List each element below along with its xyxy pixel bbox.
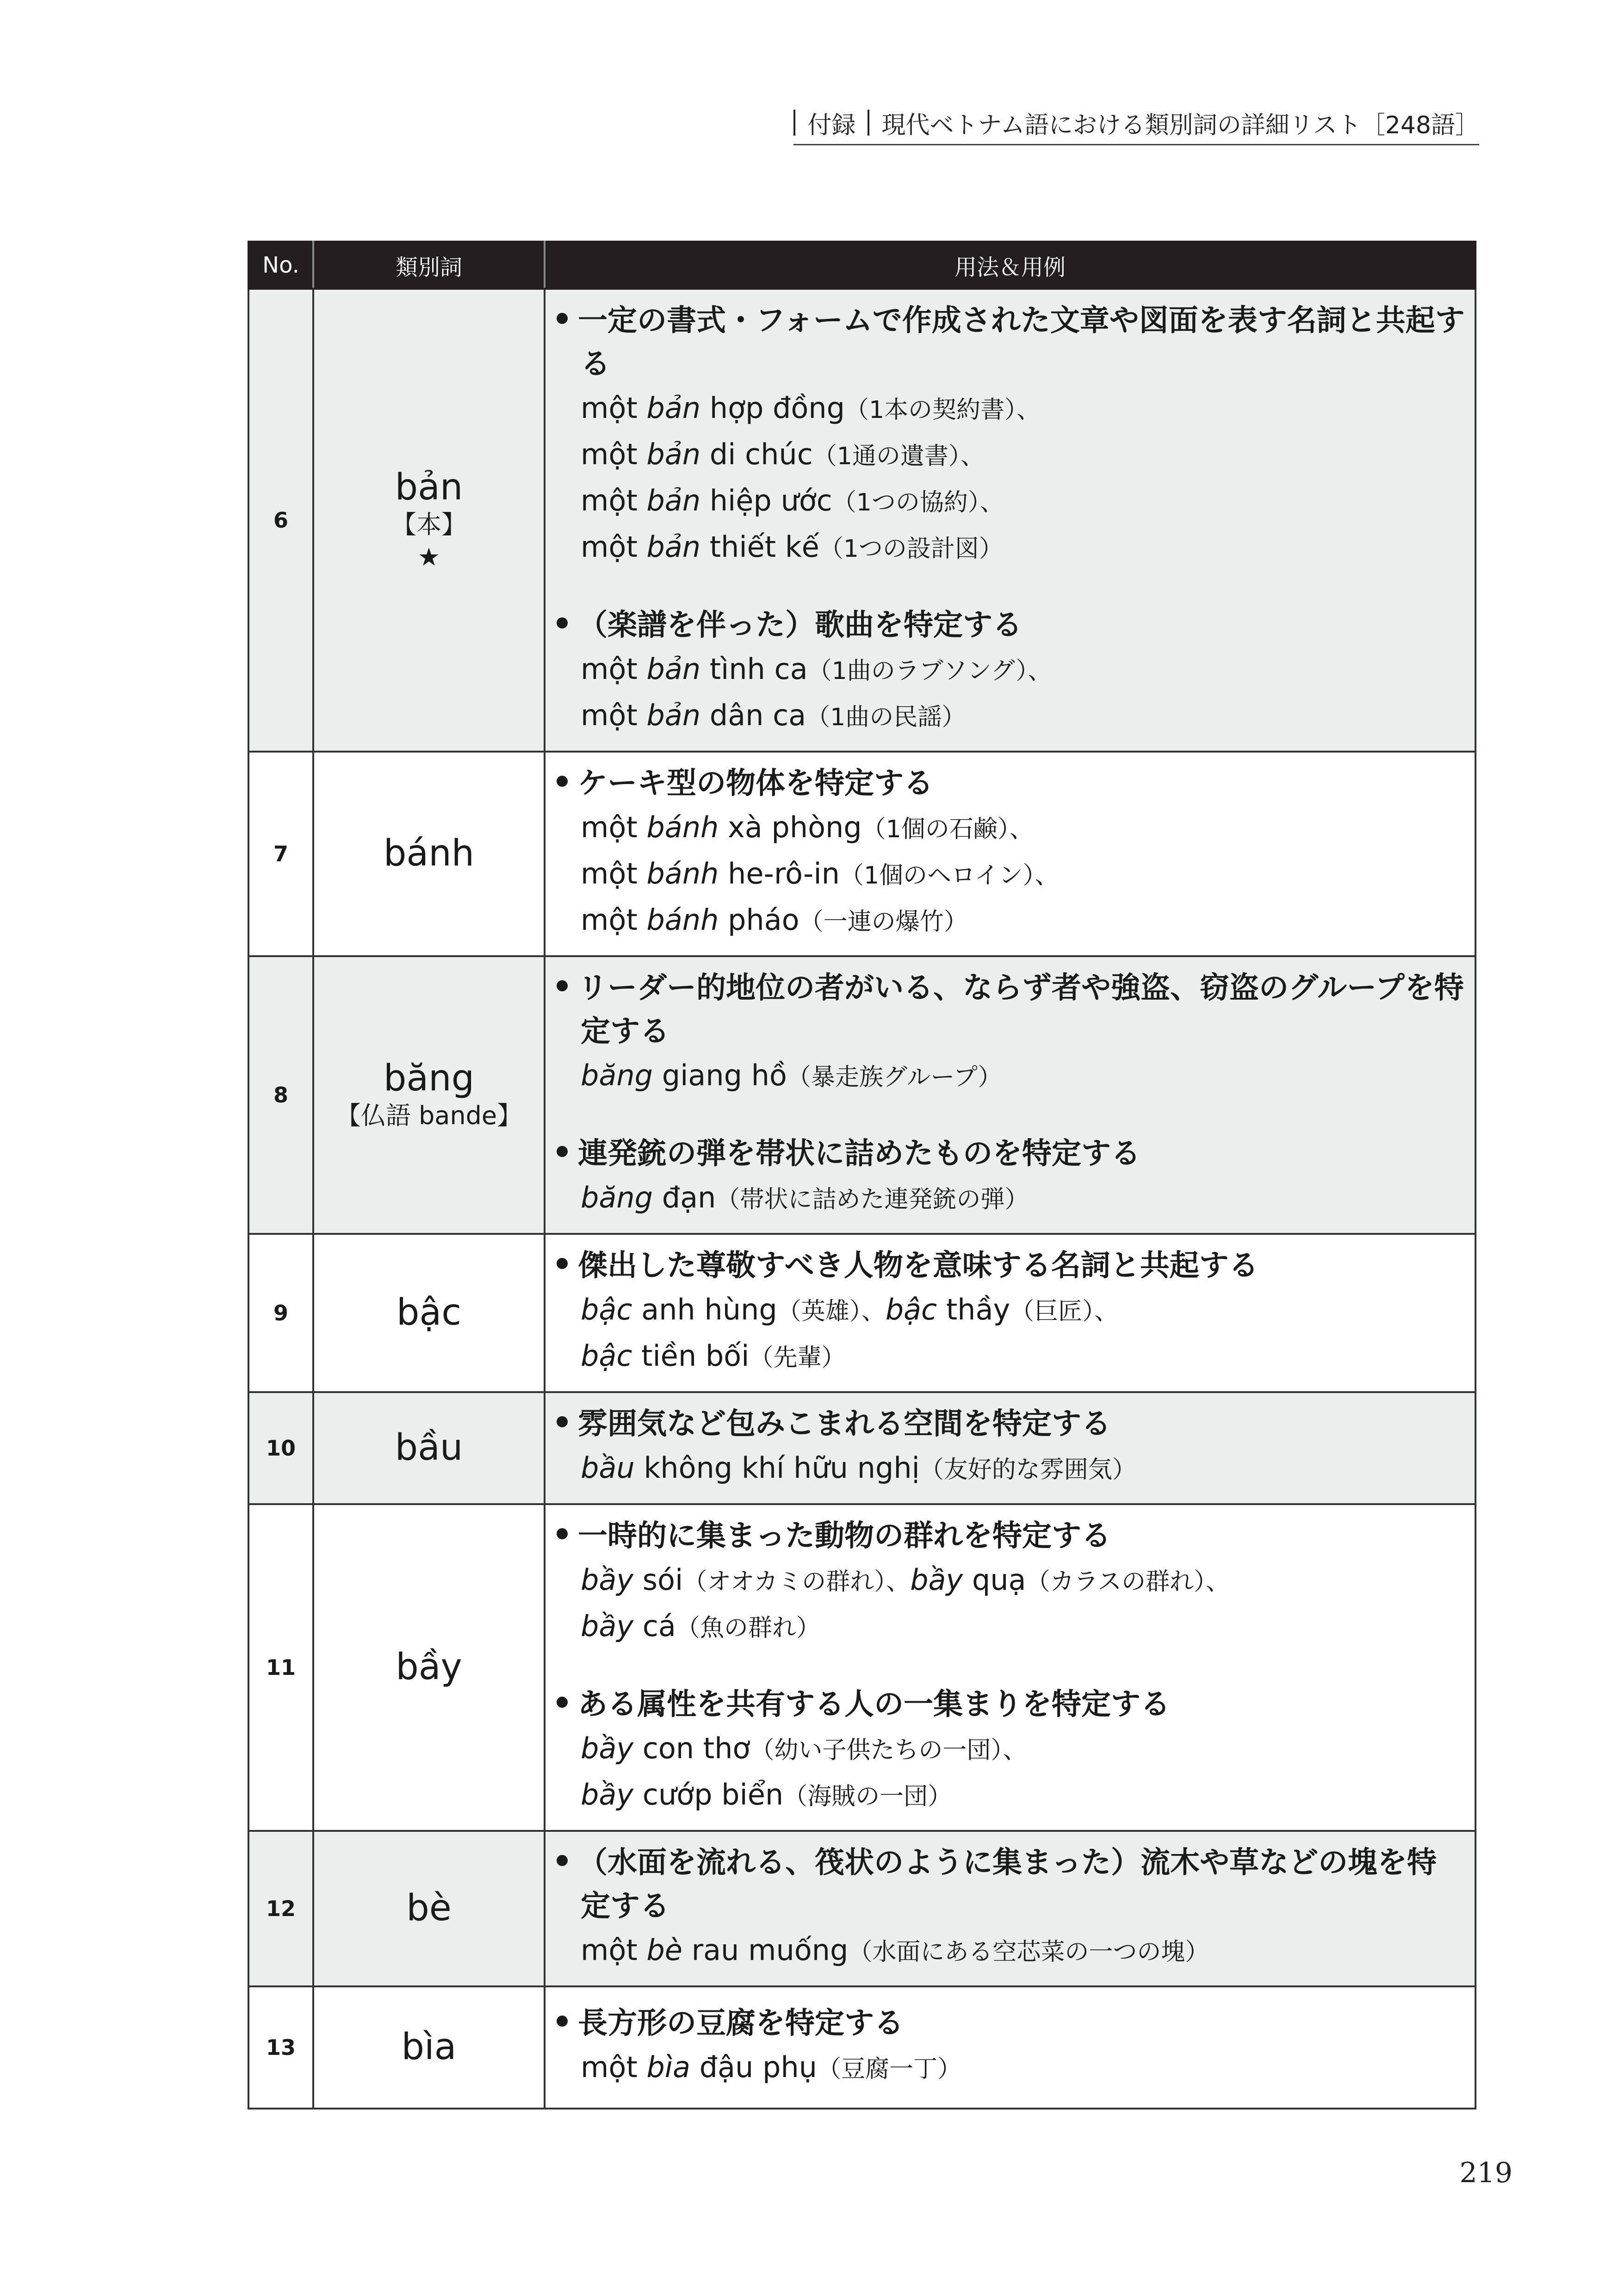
example-line xyxy=(557,386,1465,432)
sense-description xyxy=(557,1683,1465,1726)
usage-sense xyxy=(557,1514,1465,1650)
bullet-icon xyxy=(557,1146,568,1157)
usage-cell xyxy=(545,752,1475,956)
example-translation: （1つの設計図） xyxy=(819,535,1003,563)
entry-number: 11 xyxy=(248,1504,313,1831)
table-row xyxy=(248,1234,1475,1392)
column-header-classifier: 類別詞 xyxy=(313,242,545,289)
classifier-word: băng xyxy=(383,1058,475,1100)
usage-sense xyxy=(557,1841,1465,1974)
running-header xyxy=(794,104,1479,145)
example-translation: （一連の爆竹） xyxy=(799,908,968,936)
sense-title-text: 傑出した尊敬すべき人物を意味する名詞と共起する xyxy=(578,1249,1258,1283)
classifier-word: bầy xyxy=(396,1646,462,1688)
column-header-usage: 用法＆用例 xyxy=(545,242,1475,289)
sense-description xyxy=(557,1132,1465,1176)
example-line xyxy=(557,2045,1465,2091)
sense-title-text: 一定の書式・フォームで作成された文章や図面を表す名詞と共起する xyxy=(578,304,1465,381)
example-vietnamese: bậc tiền bối xyxy=(581,1339,750,1373)
usage-cell xyxy=(545,1234,1475,1392)
usage-sense xyxy=(557,966,1465,1100)
usage-cell xyxy=(545,1504,1475,1831)
example-vietnamese: một bản tình ca xyxy=(581,652,808,686)
table-row xyxy=(248,956,1475,1234)
sense-title-text: （楽譜を伴った）歌曲を特定する xyxy=(578,608,1022,642)
entry-number: 6 xyxy=(248,289,313,752)
sense-description xyxy=(557,762,1465,805)
classifier-cell xyxy=(313,1504,545,1831)
example-translation: （1個のヘロイン）、 xyxy=(839,862,1059,890)
table-row xyxy=(248,289,1475,752)
entry-number: 12 xyxy=(248,1831,313,1986)
example-translation: （先輩） xyxy=(749,1344,846,1372)
example-line xyxy=(557,432,1465,479)
example-vietnamese: một bản thiết kế xyxy=(581,530,819,564)
usage-sense xyxy=(557,1244,1465,1380)
example-vietnamese: băng đạn xyxy=(581,1181,716,1214)
column-header-no: No. xyxy=(248,242,313,289)
example-translation: （1本の契約書）、 xyxy=(844,396,1041,424)
example-vietnamese: một bìa đậu phụ xyxy=(581,2050,817,2084)
usage-sense xyxy=(557,299,1465,571)
classifier-word: bầu xyxy=(395,1427,463,1469)
bullet-icon xyxy=(557,776,568,787)
usage-sense xyxy=(557,762,1465,944)
example-vietnamese: một bản hiệp ước xyxy=(581,484,832,517)
classifier-cell xyxy=(313,752,545,956)
usage-sense xyxy=(557,604,1465,740)
sense-title-text: 連発銃の弾を帯状に詰めたものを特定する xyxy=(578,1137,1141,1171)
table-row xyxy=(248,1504,1475,1831)
example-line xyxy=(557,525,1465,571)
usage-cell xyxy=(545,289,1475,752)
example-line xyxy=(557,1726,1465,1773)
table-row xyxy=(248,1392,1475,1504)
entry-number: 13 xyxy=(248,1986,313,2109)
sense-description xyxy=(557,299,1465,386)
sense-description xyxy=(557,604,1465,647)
bullet-icon xyxy=(557,980,568,991)
example-line xyxy=(557,852,1465,898)
page-number: 219 xyxy=(1459,2157,1513,2189)
classifier-word: bìa xyxy=(401,2026,457,2068)
classifier-word: bậc xyxy=(396,1292,462,1334)
sense-title-text: リーダー的地位の者がいる、ならず者や強盗、窃盗のグループを特定する xyxy=(578,971,1464,1049)
entry-number: 7 xyxy=(248,752,313,956)
example-line xyxy=(557,1176,1465,1222)
example-vietnamese: bầu không khí hữu nghị xyxy=(581,1451,920,1485)
example-line xyxy=(557,1053,1465,1100)
usage-cell xyxy=(545,1831,1475,1986)
bullet-icon xyxy=(557,1258,568,1269)
example-vietnamese: băng giang hồ xyxy=(581,1058,787,1092)
header-section-label: 付録 xyxy=(807,111,856,139)
table-row xyxy=(248,1831,1475,1986)
bullet-icon xyxy=(557,2016,568,2027)
usage-sense xyxy=(557,1132,1465,1222)
usage-cell xyxy=(545,956,1475,1234)
example-translation: （水面にある空芯菜の一つの塊） xyxy=(848,1938,1209,1966)
example-vietnamese: bậc thầy xyxy=(885,1293,1010,1326)
example-line xyxy=(557,1446,1465,1492)
sense-title-text: 雰囲気など包みこまれる空間を特定する xyxy=(578,1407,1111,1441)
example-line xyxy=(557,1928,1465,1974)
bullet-icon xyxy=(557,1697,568,1708)
example-line xyxy=(557,479,1465,525)
example-line xyxy=(557,647,1465,693)
example-line xyxy=(557,1334,1465,1380)
sense-description xyxy=(557,1402,1465,1446)
classifier-cell xyxy=(313,1986,545,2109)
example-translation: （帯状に詰めた連発銃の弾） xyxy=(716,1186,1029,1213)
example-translation: （海賊の一団） xyxy=(783,1783,952,1811)
example-vietnamese: bầy cá xyxy=(581,1609,676,1643)
example-translation: （オオカミの群れ）、 xyxy=(683,1568,911,1596)
classifier-cell xyxy=(313,956,545,1234)
example-translation: （英雄）、 xyxy=(777,1298,886,1325)
sense-title-text: 一時的に集まった動物の群れを特定する xyxy=(578,1519,1111,1553)
classifier-cell xyxy=(313,289,545,752)
example-translation: （カラスの群れ）、 xyxy=(1026,1568,1230,1596)
example-vietnamese: một bè rau muống xyxy=(581,1933,849,1967)
example-line xyxy=(557,1773,1465,1819)
example-vietnamese: một bản dân ca xyxy=(581,698,806,732)
example-translation: （幼い子供たちの一団）、 xyxy=(750,1736,1027,1764)
bullet-icon xyxy=(557,1855,568,1866)
example-translation: （1曲の民謡） xyxy=(806,703,966,731)
sense-description xyxy=(557,2002,1465,2045)
example-translation: （1通の遺書）、 xyxy=(812,442,985,470)
example-translation: （暴走族グループ） xyxy=(787,1064,1002,1091)
example-translation: （1つの協約）、 xyxy=(832,489,1004,516)
example-vietnamese: bầy quạ xyxy=(910,1563,1026,1597)
classifier-origin-note: 【本】 xyxy=(391,510,466,539)
example-translation: （魚の群れ） xyxy=(676,1614,820,1642)
entry-number: 9 xyxy=(248,1234,313,1392)
table-row xyxy=(248,1986,1475,2109)
example-line xyxy=(557,805,1465,852)
sense-title-text: ケーキ型の物体を特定する xyxy=(578,766,933,801)
classifier-origin-note: ★ xyxy=(417,542,440,572)
entry-number: 8 xyxy=(248,956,313,1234)
sense-description xyxy=(557,1514,1465,1558)
example-translation: （1個の石鹸）、 xyxy=(862,815,1034,843)
example-vietnamese: một bánh he-rô-in xyxy=(581,857,840,890)
usage-sense xyxy=(557,1683,1465,1819)
example-line xyxy=(557,1288,1465,1334)
classifier-table xyxy=(248,241,1476,2109)
example-vietnamese: bầy cướp biển xyxy=(581,1778,784,1811)
sense-title-text: 長方形の豆腐を特定する xyxy=(578,2006,904,2041)
bullet-icon xyxy=(557,1416,568,1427)
example-translation: （友好的な雰囲気） xyxy=(919,1456,1136,1484)
usage-sense xyxy=(557,1402,1465,1492)
example-line xyxy=(557,898,1465,944)
classifier-word: bản xyxy=(395,466,463,508)
usage-cell xyxy=(545,1392,1475,1504)
bullet-icon xyxy=(557,617,568,628)
sense-description xyxy=(557,966,1465,1053)
classifier-cell xyxy=(313,1234,545,1392)
sense-title-text: ある属性を共有する人の一集まりを特定する xyxy=(578,1687,1170,1722)
classifier-word: bánh xyxy=(383,833,475,875)
sense-description xyxy=(557,1244,1465,1288)
bullet-icon xyxy=(557,1528,568,1539)
table-header-row xyxy=(248,242,1475,289)
example-translation: （1曲のラブソング）、 xyxy=(807,657,1052,685)
table-row xyxy=(248,752,1475,956)
header-separator xyxy=(868,110,869,136)
example-vietnamese: một bản di chúc xyxy=(581,437,813,471)
example-line xyxy=(557,693,1465,740)
example-vietnamese: bầy sói xyxy=(581,1563,683,1597)
example-translation: （巨匠）、 xyxy=(1010,1298,1119,1325)
classifier-word: bè xyxy=(406,1887,452,1929)
bullet-icon xyxy=(557,313,568,324)
usage-sense xyxy=(557,2002,1465,2091)
header-title: 現代ベトナム語における類別詞の詳細リスト［248語］ xyxy=(881,111,1479,139)
usage-cell xyxy=(545,1986,1475,2109)
example-vietnamese: một bánh xà phòng xyxy=(581,810,862,844)
classifier-origin-note: 【仏語 bande】 xyxy=(335,1101,522,1130)
header-separator xyxy=(794,110,795,136)
table-body xyxy=(248,289,1475,2109)
classifier-cell xyxy=(313,1831,545,1986)
example-translation: （豆腐一丁） xyxy=(817,2055,961,2083)
example-vietnamese: một bản hợp đồng xyxy=(581,391,845,425)
example-vietnamese: bầy con thơ xyxy=(581,1731,750,1765)
sense-description xyxy=(557,1841,1465,1928)
sense-title-text: （水面を流れる、筏状のように集まった）流木や草などの塊を特定する xyxy=(578,1846,1437,1923)
example-vietnamese: một bánh pháo xyxy=(581,903,800,937)
entry-number: 10 xyxy=(248,1392,313,1504)
classifier-cell xyxy=(313,1392,545,1504)
example-line xyxy=(557,1604,1465,1650)
example-vietnamese: bậc anh hùng xyxy=(581,1293,777,1326)
example-line xyxy=(557,1558,1465,1604)
